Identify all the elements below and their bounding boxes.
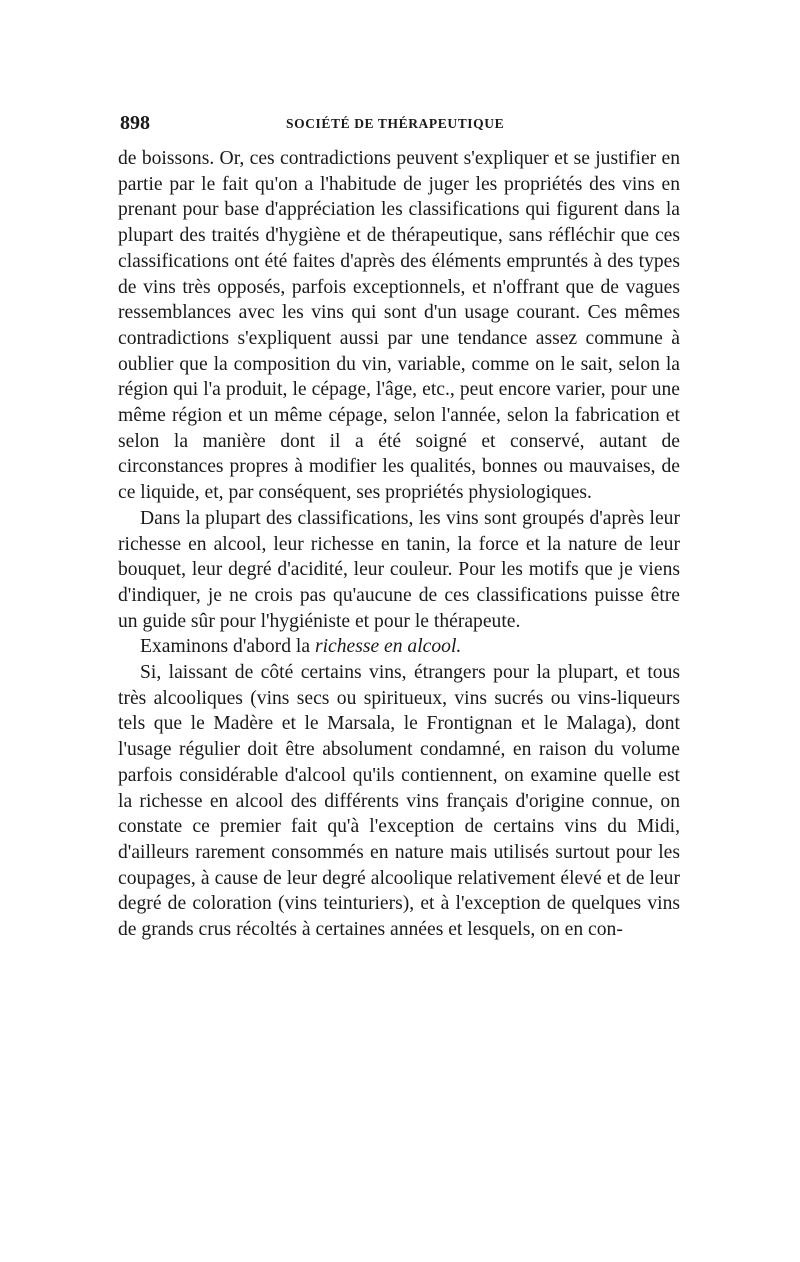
running-title: SOCIÉTÉ DE THÉRAPEUTIQUE — [286, 116, 505, 131]
paragraph-3-lead: Examinons d'abord la — [140, 636, 315, 658]
running-head — [118, 112, 680, 142]
paragraph-3 — [118, 634, 680, 660]
paragraph-2: Dans la plupart des classifications, les vins sont groupés d'après leur richesse en alcool, leur richesse en tanin, la force et la nature de leur bouquet, leur degré d'acidité, leur couleur. Pour les motifs que je viens d'indiquer, je ne crois pas qu'aucune de ces classifications puisse être un guide sûr pour l'hygiéniste et pour le thérapeute. — [118, 507, 680, 632]
paragraph-1: de boissons. Or, ces contradictions peuvent s'expliquer et se justifier en partie par le fait qu'on a l'habitude de juger les propriétés des vins en prenant pour base d'appréciation les classifications qui figurent dans la plupart des traités d'hygiène et de thérapeutique, sans réfléchir que ces classifications ont été faites d'après des éléments empruntés à des types de vins très opposés, parfois exceptionnels, et n'offrant que de vagues ressemblances avec les vins qui sont d'un usage courant. Ces mêmes contradictions s'expliquent aussi par une tendance assez commune à oublier que la composition du vin, variable, comme on le sait, selon la région qui l'a produit, le cépage, l'âge, etc., peut encore varier, pour une même région et un même cépage, selon l'année, selon la fabrication et selon la manière dont il a été soigné et conservé, autant de circonstances propres à modifier les qualités, bonnes ou mauvaises, de ce liquide, et, par conséquent, ses propriétés physiologiques. — [118, 148, 680, 504]
paragraph-4: Si, laissant de côté certains vins, étrangers pour la plupart, et tous très alcooliques (vins secs ou spiritueux, vins sucrés ou vins-liqueurs tels que le Madère et le Marsala, le Frontignan et le Malaga), dont l'usage régulier doit être absolument condamné, en raison du volume parfois considérable d'alcool qu'ils contiennent, on examine quelle est la richesse en alcool des différents vins français d'origine connue, on constate ce premier fait qu'à l'exception de certains vins du Midi, d'ailleurs rarement consommés en nature mais utilisés surtout pour les coupages, à cause de leur degré alcoolique relativement élevé et de leur degré de coloration (vins teinturiers), et à l'exception de quelques vins de grands crus récoltés à certaines années et lesquels, on en con- — [118, 662, 680, 941]
body-text — [118, 146, 680, 943]
paragraph-3-emphasis: richesse en alcool. — [314, 636, 462, 658]
page-number: 898 — [120, 112, 150, 134]
book-page — [118, 112, 680, 943]
